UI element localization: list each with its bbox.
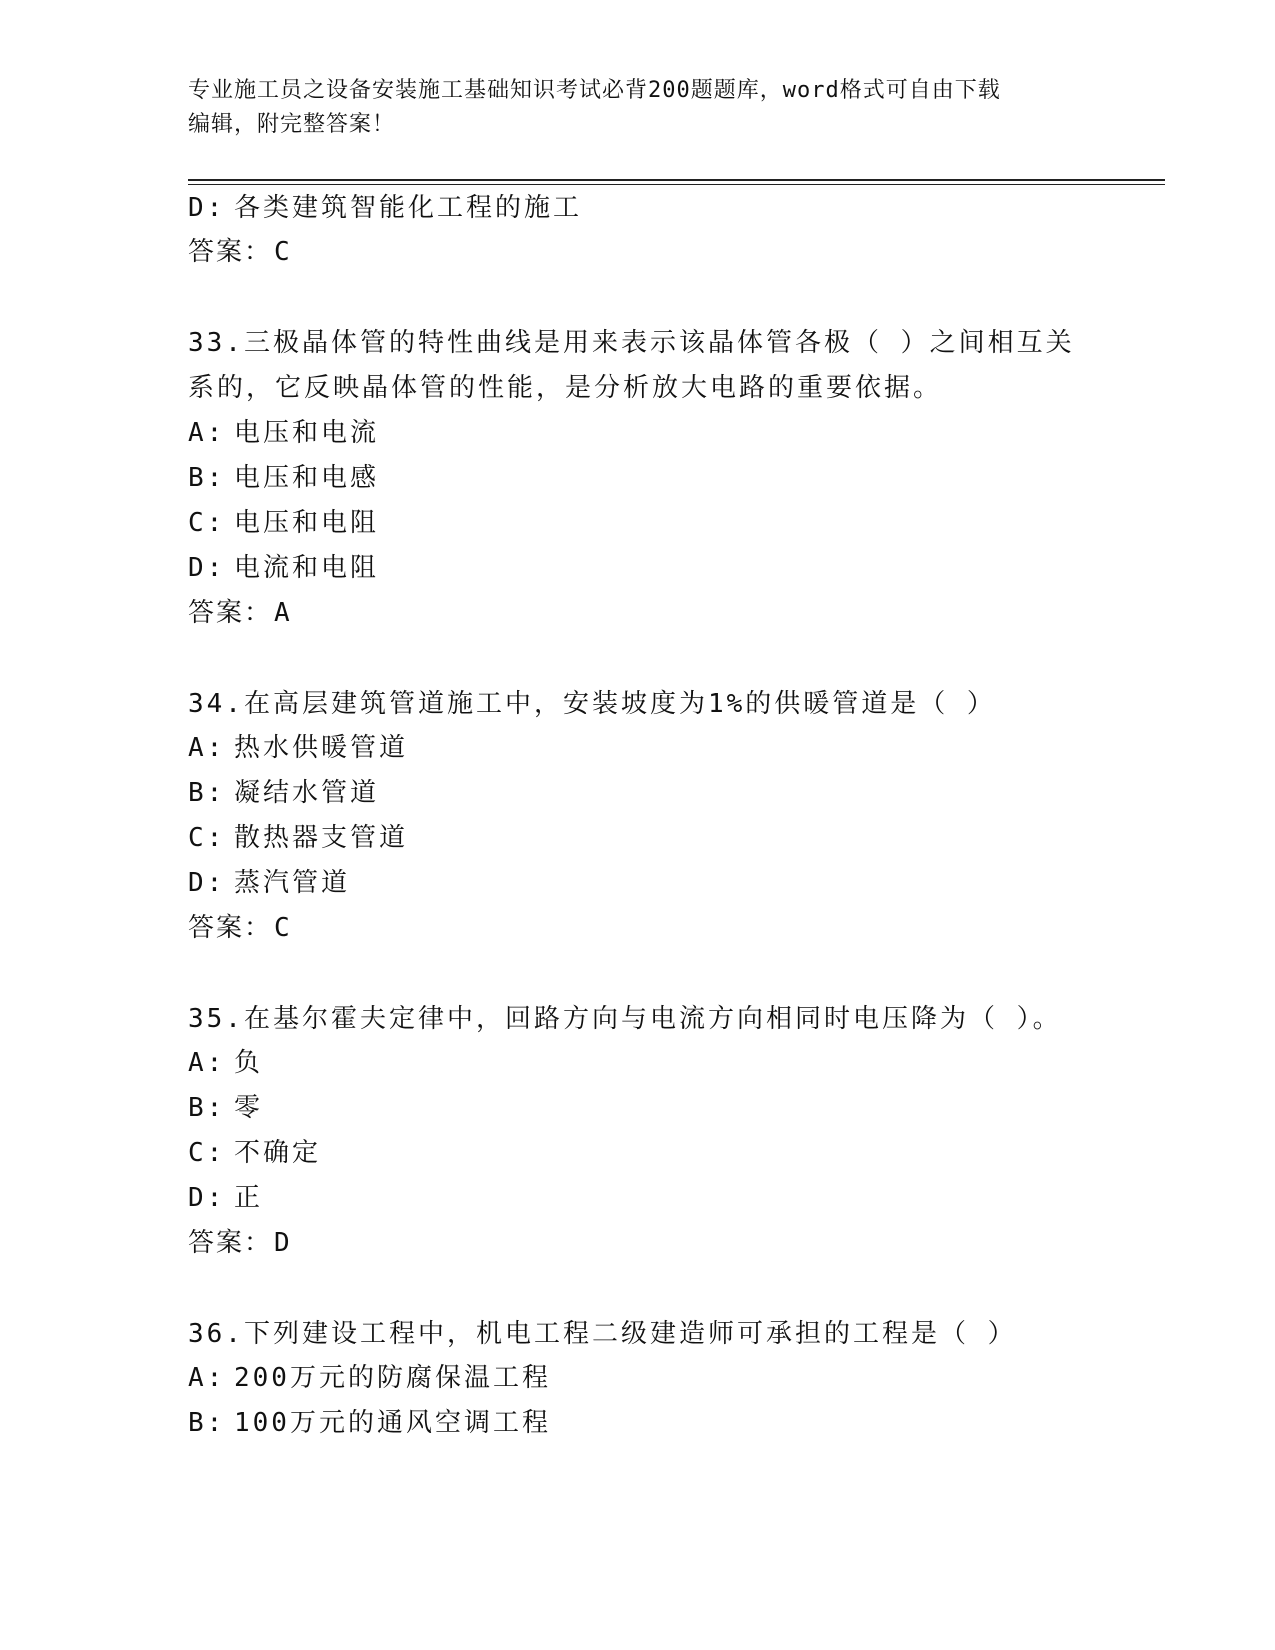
- option-text: 正: [234, 1183, 264, 1213]
- option-label: B:: [188, 778, 226, 808]
- document-header: [188, 74, 1078, 142]
- question-33-option-d: [188, 552, 1088, 584]
- option-text: 不确定: [234, 1138, 322, 1168]
- question-36-stem-line-1: 36.下列建设工程中，机电工程二级建造师可承担的工程是（ ）: [188, 1319, 1017, 1349]
- question-34-option-d: [188, 867, 1088, 899]
- option-text: 各类建筑智能化工程的施工: [234, 193, 583, 223]
- option-label: A:: [188, 418, 226, 448]
- option-text: 电压和电流: [234, 418, 380, 448]
- option-text: 电压和电阻: [234, 508, 380, 538]
- header-divider: [188, 179, 1165, 181]
- option-text: 零: [234, 1093, 264, 1123]
- answer-value: A: [274, 598, 292, 628]
- question-36-option-a: [188, 1362, 1088, 1394]
- option-text: 热水供暖管道: [234, 733, 409, 763]
- option-label: C:: [188, 1138, 226, 1168]
- question-35-option-a: [188, 1047, 1088, 1079]
- question-34-answer: [188, 912, 1088, 944]
- option-label: D:: [188, 1183, 226, 1213]
- option-label: D:: [188, 553, 226, 583]
- question-35-option-d: [188, 1182, 1088, 1214]
- question-34-option-a: [188, 732, 1088, 764]
- option-text: 蒸汽管道: [234, 868, 351, 898]
- question-35-stem-line-1: 35.在基尔霍夫定律中，回路方向与电流方向相同时电压降为（ ）。: [188, 1004, 1062, 1034]
- answer-label: 答案：: [188, 237, 273, 267]
- option-label: A:: [188, 1048, 226, 1078]
- question-36-option-b: [188, 1407, 1088, 1439]
- answer-label: 答案：: [188, 598, 273, 628]
- option-label: D:: [188, 193, 226, 223]
- option-label: A:: [188, 733, 226, 763]
- option-label: B:: [188, 463, 226, 493]
- question-35-answer: [188, 1227, 1088, 1259]
- option-label: C:: [188, 823, 226, 853]
- prev-answer: [188, 236, 1088, 268]
- option-label: B:: [188, 1408, 226, 1438]
- question-34-stem-line-1: 34.在高层建筑管道施工中，安装坡度为1%的供暖管道是（ ）: [188, 689, 996, 719]
- question-33-option-b: [188, 462, 1088, 494]
- question-33-answer: [188, 597, 1088, 629]
- prev-option-d: [188, 192, 1088, 224]
- option-label: A:: [188, 1363, 226, 1393]
- question-33-option-c: [188, 507, 1088, 539]
- option-text: 100万元的通风空调工程: [234, 1408, 551, 1438]
- option-text: 电压和电感: [234, 463, 380, 493]
- option-text: 电流和电阻: [234, 553, 380, 583]
- answer-value: C: [274, 913, 292, 943]
- option-text: 负: [234, 1048, 264, 1078]
- question-33-stem-line-1: 33.三极晶体管的特性曲线是用来表示该晶体管各极（ ）之间相互关: [188, 328, 1075, 358]
- option-label: B:: [188, 1093, 226, 1123]
- header-divider-thin: [188, 184, 1165, 185]
- question-35-option-c: [188, 1137, 1088, 1169]
- question-34-option-b: [188, 777, 1088, 809]
- option-text: 散热器支管道: [234, 823, 409, 853]
- answer-label: 答案：: [188, 1228, 273, 1258]
- header-line-2: 编辑，附完整答案！: [188, 112, 396, 137]
- option-label: C:: [188, 508, 226, 538]
- header-line-1: 专业施工员之设备安装施工基础知识考试必背200题题库，word格式可自由下载: [188, 78, 1001, 103]
- answer-value: C: [274, 237, 292, 267]
- answer-label: 答案：: [188, 913, 273, 943]
- question-33-option-a: [188, 417, 1088, 449]
- question-35-option-b: [188, 1092, 1088, 1124]
- question-34-option-c: [188, 822, 1088, 854]
- option-label: D:: [188, 868, 226, 898]
- answer-value: D: [274, 1228, 292, 1258]
- option-text: 200万元的防腐保温工程: [234, 1363, 551, 1393]
- option-text: 凝结水管道: [234, 778, 380, 808]
- question-33-stem-line-2: 系的，它反映晶体管的性能，是分析放大电路的重要依据。: [188, 373, 943, 403]
